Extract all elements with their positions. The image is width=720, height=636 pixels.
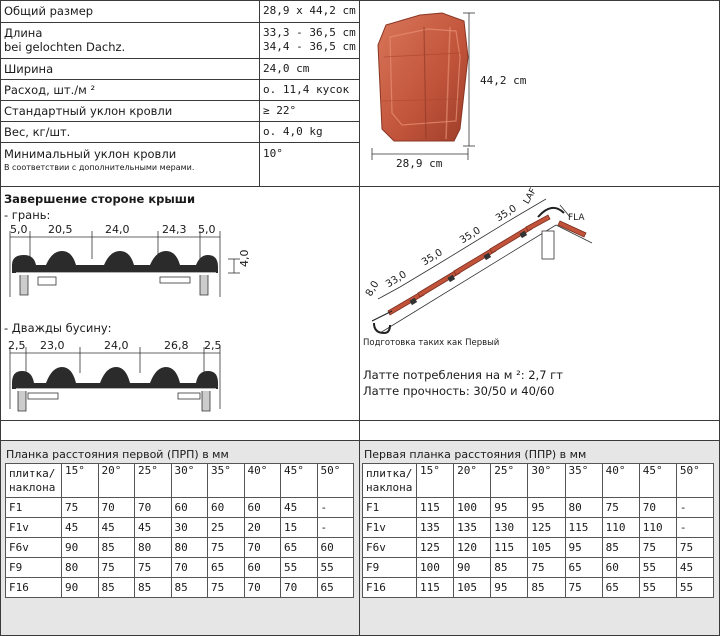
table-cell: 55 bbox=[317, 558, 354, 578]
table-row bbox=[363, 578, 714, 598]
table-cell: 90 bbox=[62, 538, 99, 558]
table-row bbox=[363, 538, 714, 558]
table-row bbox=[6, 578, 354, 598]
table-cell: 70 bbox=[281, 578, 318, 598]
edge-finish-section bbox=[0, 187, 359, 420]
tile-height-label: 44,2 cm bbox=[480, 74, 527, 87]
table-cell: 125 bbox=[417, 538, 454, 558]
table-header-cell: 30° bbox=[171, 464, 208, 498]
table-cell: 125 bbox=[528, 518, 565, 538]
table-cell: 75 bbox=[208, 538, 245, 558]
spec-value-length-holed: 34,4 - 36,5 cm bbox=[263, 40, 356, 53]
table-cell: 85 bbox=[135, 578, 172, 598]
table-cell: F9 bbox=[6, 558, 62, 578]
table-header-cell: 50° bbox=[317, 464, 354, 498]
table-cell: 75 bbox=[98, 558, 135, 578]
table-cell: 45 bbox=[281, 498, 318, 518]
table-cell: 75 bbox=[208, 578, 245, 598]
spec-value-width: 24,0 cm bbox=[263, 62, 310, 75]
table-cell: 100 bbox=[454, 498, 491, 518]
double-roll-dim-5: 2,5 bbox=[204, 339, 222, 352]
table-cell: 45 bbox=[62, 518, 99, 538]
table-cell: F9 bbox=[363, 558, 417, 578]
spec-label-weight: Вес, кг/шт. bbox=[4, 125, 71, 139]
table-cell: 70 bbox=[98, 498, 135, 518]
table-cell: 80 bbox=[565, 498, 602, 518]
roof-dim-35c: 35,0 bbox=[494, 203, 519, 225]
table-cell: 60 bbox=[171, 498, 208, 518]
roof-section bbox=[360, 187, 719, 420]
table-cell: 60 bbox=[208, 498, 245, 518]
roof-dim-35a: 35,0 bbox=[420, 247, 445, 269]
table-header-cell: 15° bbox=[62, 464, 99, 498]
roof-dim-33: 33,0 bbox=[384, 269, 409, 291]
table-header-row bbox=[363, 464, 714, 498]
verge-drawings bbox=[0, 187, 359, 420]
table-cell: 65 bbox=[565, 558, 602, 578]
spec-label-width: Ширина bbox=[4, 62, 54, 76]
verge-dim-3: 24,0 bbox=[105, 223, 130, 236]
table-cell: 85 bbox=[602, 538, 639, 558]
table-cell: 80 bbox=[62, 558, 99, 578]
roof-label-laf: LAF bbox=[522, 186, 539, 206]
table-cell: 115 bbox=[565, 518, 602, 538]
table-row bbox=[363, 558, 714, 578]
table-cell: 95 bbox=[528, 498, 565, 518]
table-cell: 70 bbox=[244, 538, 281, 558]
table-header-cell: 40° bbox=[244, 464, 281, 498]
verge-dim-4: 24,3 bbox=[162, 223, 187, 236]
double-roll-dim-2: 23,0 bbox=[40, 339, 65, 352]
table-cell: 90 bbox=[454, 558, 491, 578]
table-cell: 45 bbox=[676, 558, 713, 578]
table-cell: F16 bbox=[363, 578, 417, 598]
table-header-cell: 15° bbox=[417, 464, 454, 498]
table-cell: 115 bbox=[417, 498, 454, 518]
table-cell: 85 bbox=[528, 578, 565, 598]
table-cell: 85 bbox=[98, 538, 135, 558]
table-cell: 105 bbox=[454, 578, 491, 598]
table-cell: 75 bbox=[565, 578, 602, 598]
table-cell: 20 bbox=[244, 518, 281, 538]
table-header-cell: 35° bbox=[565, 464, 602, 498]
table-row bbox=[363, 498, 714, 518]
table-cell: 100 bbox=[417, 558, 454, 578]
roof-dim-8: 8,0 bbox=[364, 279, 382, 299]
table-cell: - bbox=[317, 518, 354, 538]
table-cell: F1 bbox=[363, 498, 417, 518]
table-row bbox=[6, 558, 354, 578]
table-header-cell: 45° bbox=[639, 464, 676, 498]
table-cell: 135 bbox=[417, 518, 454, 538]
table-row bbox=[6, 538, 354, 558]
table-cell: 55 bbox=[639, 558, 676, 578]
table-cell: 80 bbox=[135, 538, 172, 558]
double-roll-dim-4: 26,8 bbox=[164, 339, 189, 352]
table-cell: 60 bbox=[602, 558, 639, 578]
table-cell: 70 bbox=[171, 558, 208, 578]
table-cell: 85 bbox=[98, 578, 135, 598]
spec-value-weight: o. 4,0 kg bbox=[263, 125, 323, 138]
table-row bbox=[6, 498, 354, 518]
table-header-cell: плитка/ наклона bbox=[6, 464, 62, 498]
table-header-cell: 30° bbox=[528, 464, 565, 498]
spec-label-min-pitch: Минимальный уклон кровли bbox=[4, 147, 177, 161]
table-cell: 130 bbox=[491, 518, 528, 538]
table-cell: 55 bbox=[281, 558, 318, 578]
table-header-cell: 35° bbox=[208, 464, 245, 498]
table-cell: 115 bbox=[417, 578, 454, 598]
table-cell: 110 bbox=[639, 518, 676, 538]
spec-label-consumption: Расход, шт./м ² bbox=[4, 83, 96, 97]
table-cell: 55 bbox=[639, 578, 676, 598]
tile-illustration bbox=[360, 1, 719, 186]
table-cell: 60 bbox=[244, 558, 281, 578]
table-cell: 60 bbox=[317, 538, 354, 558]
table-cell: 95 bbox=[491, 498, 528, 518]
roof-drawing bbox=[360, 187, 719, 357]
right-distance-table bbox=[362, 463, 714, 598]
verge-label: - грань: bbox=[4, 208, 51, 222]
table-cell: 65 bbox=[281, 538, 318, 558]
edge-finish-title: Завершение стороне крыши bbox=[4, 192, 196, 206]
table-cell: 75 bbox=[62, 498, 99, 518]
table-cell: - bbox=[317, 498, 354, 518]
table-header-cell: 40° bbox=[602, 464, 639, 498]
table-cell: 70 bbox=[135, 498, 172, 518]
table-cell: 90 bbox=[62, 578, 99, 598]
table-header-cell: 45° bbox=[281, 464, 318, 498]
table-cell: 30 bbox=[171, 518, 208, 538]
table-cell: 45 bbox=[135, 518, 172, 538]
roof-caption: Подготовка таких как Первый bbox=[363, 338, 500, 348]
table-cell: 55 bbox=[676, 578, 713, 598]
double-roll-label: - Дважды бусину: bbox=[4, 321, 112, 335]
table-cell: 70 bbox=[639, 498, 676, 518]
table-cell: 115 bbox=[491, 538, 528, 558]
table-cell: 25 bbox=[208, 518, 245, 538]
verge-dim-5: 5,0 bbox=[198, 223, 216, 236]
table-cell: 75 bbox=[602, 498, 639, 518]
batten-need: Латте потребления на м ²: 2,7 гт bbox=[363, 368, 563, 382]
spec-value-overall-size: 28,9 x 44,2 cm bbox=[263, 4, 356, 17]
spec-value-length: 33,3 - 36,5 cm bbox=[263, 26, 356, 39]
table-cell: 105 bbox=[528, 538, 565, 558]
spec-note-min-pitch: В соответствии с дополнительными мерами. bbox=[4, 163, 195, 172]
table-cell: 95 bbox=[565, 538, 602, 558]
table-cell: F1v bbox=[363, 518, 417, 538]
table-row bbox=[6, 518, 354, 538]
table-cell: 15 bbox=[281, 518, 318, 538]
table-cell: - bbox=[676, 498, 713, 518]
table-cell: 60 bbox=[244, 498, 281, 518]
table-header-cell: 50° bbox=[676, 464, 713, 498]
table-cell: 95 bbox=[491, 578, 528, 598]
table-cell: 135 bbox=[454, 518, 491, 538]
spec-value-min-pitch: 10° bbox=[263, 147, 283, 160]
left-distance-table bbox=[5, 463, 354, 598]
spec-value-consumption: o. 11,4 кусок bbox=[263, 83, 350, 96]
table-cell: F1v bbox=[6, 518, 62, 538]
table-cell: 45 bbox=[98, 518, 135, 538]
table-cell: 70 bbox=[244, 578, 281, 598]
table-cell: 85 bbox=[491, 558, 528, 578]
table-header-cell: 25° bbox=[135, 464, 172, 498]
roof-dim-35b: 35,0 bbox=[458, 225, 483, 247]
verge-height: 4,0 bbox=[238, 249, 251, 267]
table-header-cell: 20° bbox=[98, 464, 135, 498]
double-roll-dim-3: 24,0 bbox=[104, 339, 129, 352]
table-header-row bbox=[6, 464, 354, 498]
verge-dim-1: 5,0 bbox=[10, 223, 28, 236]
spec-label-standard-pitch: Стандартный уклон кровли bbox=[4, 104, 173, 118]
table-cell: - bbox=[676, 518, 713, 538]
table-cell: F1 bbox=[6, 498, 62, 518]
table-cell: 65 bbox=[602, 578, 639, 598]
table-cell: 75 bbox=[135, 558, 172, 578]
table-header-cell: плитка/ наклона bbox=[363, 464, 417, 498]
table-cell: 65 bbox=[317, 578, 354, 598]
spec-label-overall-size: Общий размер bbox=[4, 4, 94, 18]
table-cell: 75 bbox=[528, 558, 565, 578]
verge-dim-2: 20,5 bbox=[48, 223, 73, 236]
right-table-title: Первая планка расстояния (ППР) в мм bbox=[364, 448, 587, 461]
table-cell: 120 bbox=[454, 538, 491, 558]
table-cell: F6v bbox=[363, 538, 417, 558]
spec-label-length: Длина bbox=[4, 26, 43, 40]
table-cell: 75 bbox=[639, 538, 676, 558]
batten-strength: Латте прочность: 30/50 и 40/60 bbox=[363, 384, 555, 398]
table-cell: 110 bbox=[602, 518, 639, 538]
table-cell: 75 bbox=[676, 538, 713, 558]
table-header-cell: 20° bbox=[454, 464, 491, 498]
table-cell: F6v bbox=[6, 538, 62, 558]
double-roll-dim-1: 2,5 bbox=[8, 339, 26, 352]
table-cell: 80 bbox=[171, 538, 208, 558]
spec-label-length-holed: bei gelochten Dachz. bbox=[4, 40, 126, 54]
table-cell: 65 bbox=[208, 558, 245, 578]
table-cell: 85 bbox=[171, 578, 208, 598]
left-table-title: Планка расстояния первой (ПРП) в мм bbox=[6, 448, 229, 461]
table-header-cell: 25° bbox=[491, 464, 528, 498]
spec-value-standard-pitch: ≥ 22° bbox=[263, 104, 297, 117]
roof-label-fla: FLA bbox=[568, 213, 585, 223]
tile-width-label: 28,9 cm bbox=[396, 157, 443, 170]
table-row bbox=[363, 518, 714, 538]
table-cell: F16 bbox=[6, 578, 62, 598]
